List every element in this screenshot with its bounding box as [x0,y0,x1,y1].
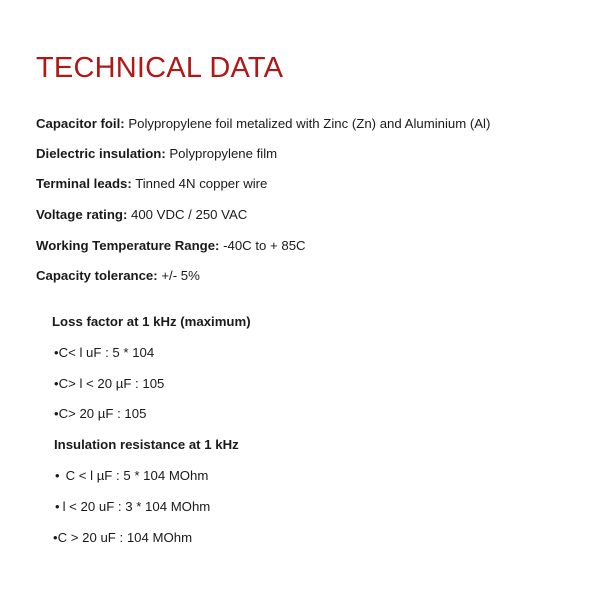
spec-label: Capacity tolerance: [36,268,158,283]
spec-working-temperature [36,238,306,254]
bullet-icon: • [55,499,60,514]
spec-label: Capacitor foil: [36,116,125,131]
bullet-icon: • [53,530,58,545]
bullet-icon: • [54,345,59,360]
insulation-item [55,499,210,515]
spec-dielectric-insulation [36,146,277,162]
list-item-text: l < 20 uF : 3 * 104 MOhm [62,499,211,514]
insulation-item [55,468,208,484]
list-item-text: C < l µF : 5 * 104 MOhm [65,468,209,483]
spec-value: +/- 5% [157,268,200,283]
loss-factor-heading: Loss factor at 1 kHz (maximum) [52,314,251,329]
list-item-text: C< l uF : 5 * 104 [58,345,155,360]
insulation-heading: Insulation resistance at 1 kHz [54,437,239,452]
list-item-text: C> 20 µF : 105 [58,406,147,421]
loss-factor-item [54,345,154,361]
spec-label: Voltage rating: [36,207,128,222]
bullet-icon: • [55,468,60,483]
spec-value: Polypropylene film [165,146,278,161]
spec-capacitor-foil [36,116,490,132]
insulation-item [53,530,192,546]
spec-capacity-tolerance [36,268,200,284]
spec-label: Working Temperature Range: [36,238,220,253]
loss-factor-item [54,376,164,392]
spec-value: -40C to + 85C [219,238,306,253]
list-item-text: C > 20 uF : 104 MOhm [57,530,193,545]
spec-voltage-rating [36,207,247,223]
bullet-icon: • [54,376,59,391]
spec-value: Tinned 4N copper wire [131,176,268,191]
spec-label: Terminal leads: [36,176,132,191]
spec-value: 400 VDC / 250 VAC [127,207,248,222]
loss-factor-item [54,406,146,422]
list-item-text: C> l < 20 µF : 105 [58,376,165,391]
spec-value: Polypropylene foil metalized with Zinc (Zn) and Aluminium (Al) [124,116,491,131]
page-title: TECHNICAL DATA [36,52,284,84]
spec-terminal-leads [36,176,267,192]
spec-label: Dielectric insulation: [36,146,166,161]
bullet-icon: • [54,406,59,421]
